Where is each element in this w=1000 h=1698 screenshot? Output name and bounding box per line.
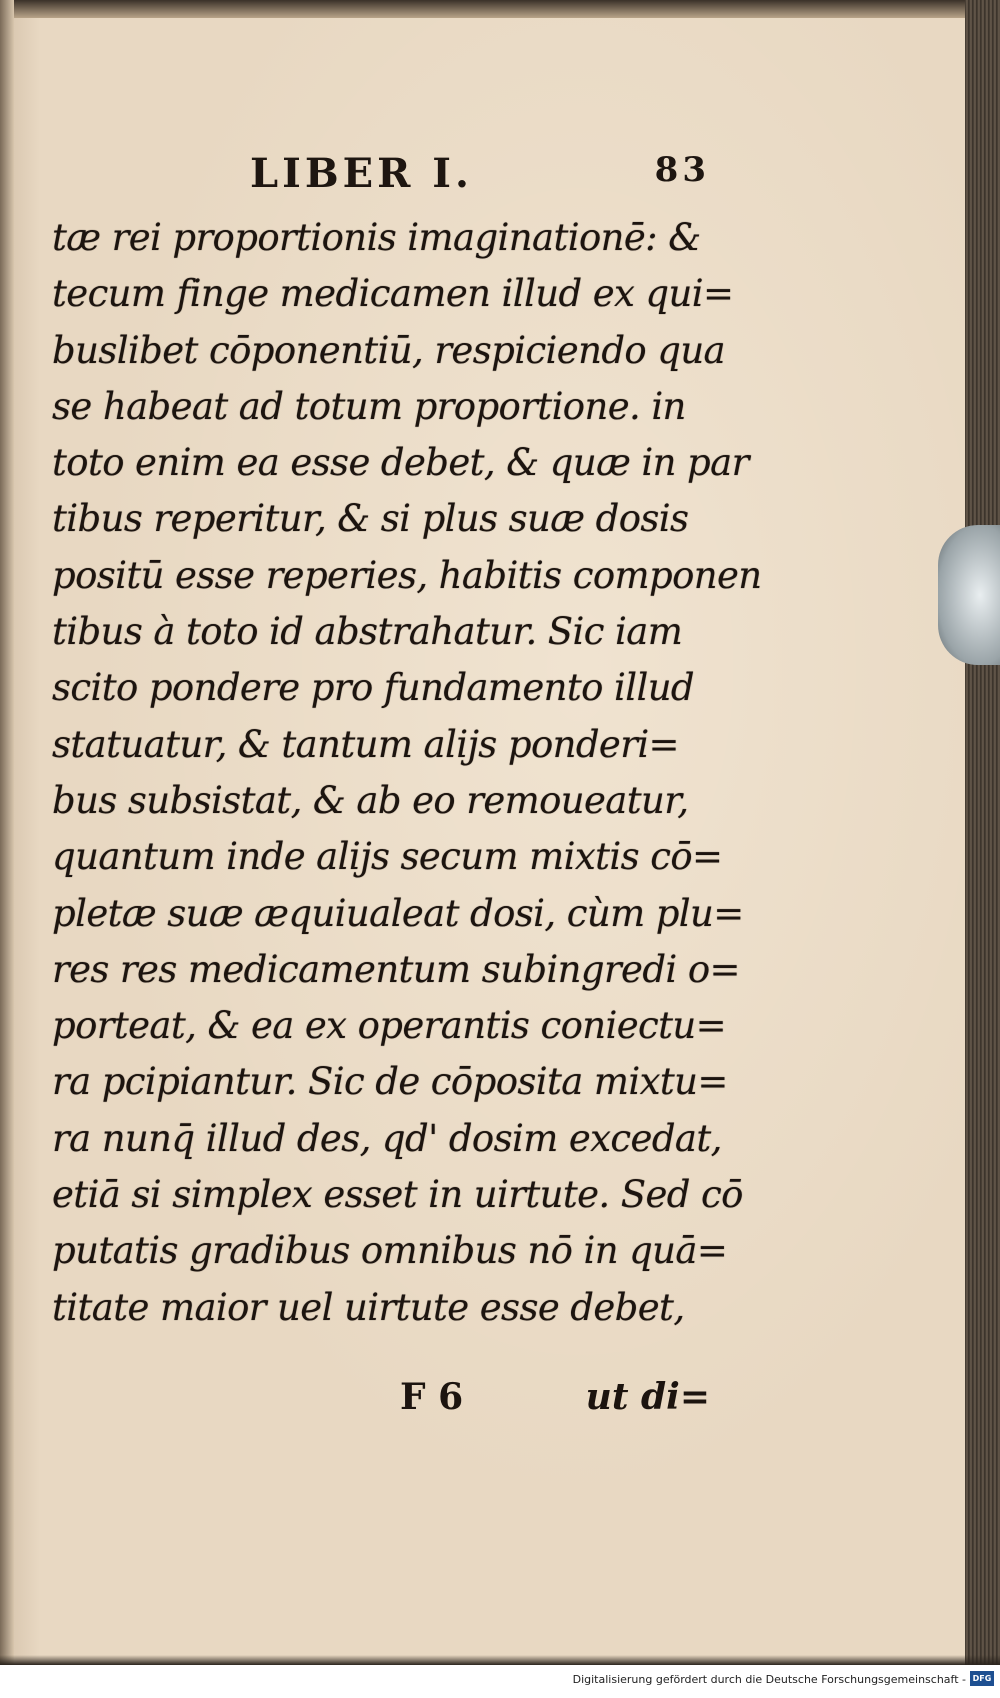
text-line: porteat, & ea ex operantis coniectu= [52, 1004, 727, 1048]
page-footer [400, 1376, 710, 1426]
text-line: res res medicamentum subingredi o= [52, 947, 740, 991]
text-line: tibus reperitur, & si plus suæ dosis [52, 497, 689, 541]
text-line: quantum inde alijs secum mixtis cō= [52, 835, 723, 879]
page-header [250, 150, 710, 200]
text-line: scito pondere pro fundamento illud [52, 666, 695, 710]
text-line: toto enim ea esse debet, & quæ in par [52, 441, 749, 485]
top-shadow [0, 0, 965, 18]
gutter-edge [0, 0, 14, 1665]
text-line: positū esse reperies, habitis componen [52, 553, 762, 597]
text-line: pletæ suæ æquiualeat dosi, cùm plu= [52, 891, 744, 935]
text-line: tæ rei proportionis imaginationē: & [52, 216, 701, 259]
text-line: etiā si simplex esset in uirtute. Sed cō [52, 1173, 743, 1217]
text-line: buslibet cōponentiū, respiciendo qua [52, 328, 726, 372]
text-line: ra pcipiantur. Sic de cōposita mixtu= [52, 1060, 728, 1104]
running-title: LIBER I. [250, 150, 473, 197]
body-text [52, 210, 762, 1336]
text-line: bus subsistat, & ab eo remoueatur, [52, 778, 689, 822]
book-fore-edge [965, 0, 1000, 1665]
text-line: putatis gradibus omnibus nō in quā= [52, 1229, 728, 1273]
text-line: titate maior uel uirtute esse debet, [52, 1285, 685, 1329]
text-line: tibus à toto id abstrahatur. Sic iam [52, 610, 683, 654]
text-line: statuatur, & tantum alijs ponderi= [52, 722, 679, 766]
catchword: ut di= [585, 1376, 710, 1418]
digitization-credit: Digitalisierung gefördert durch die Deutsche Forschungsgemeinschaft - [572, 1673, 966, 1686]
dfg-logo: DFG [970, 1671, 994, 1686]
text-line: tecum finge medicamen illud ex qui= [52, 272, 734, 316]
bottom-shadow [0, 1655, 1000, 1665]
text-line: ra nunq̄ illud des, qd' dosim excedat, [52, 1116, 722, 1160]
signature-mark: F 6 [400, 1376, 464, 1418]
text-line: se habeat ad totum proportione. in [52, 384, 686, 428]
page-clip [938, 525, 1000, 665]
page-number: 83 [654, 150, 710, 190]
